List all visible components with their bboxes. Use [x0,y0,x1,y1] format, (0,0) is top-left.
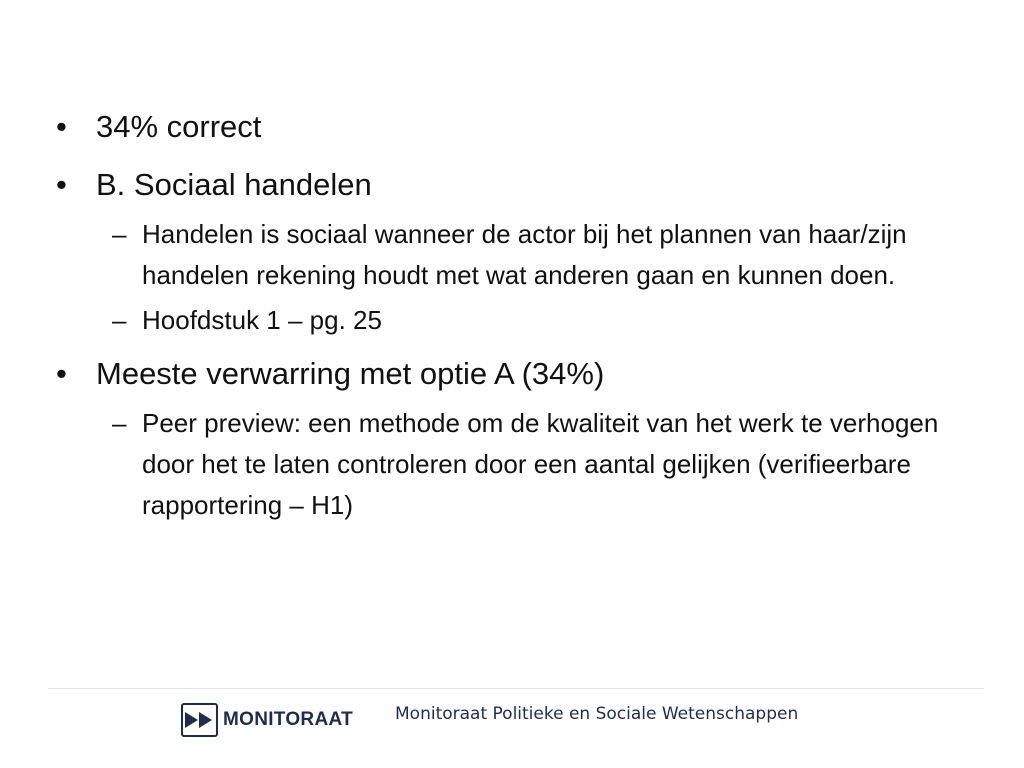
bullet-marker: • [56,167,67,202]
monitoraat-logo [181,702,353,738]
double-play-icon-graphic [183,710,215,730]
bullet-item [56,104,956,150]
double-play-icon [181,703,218,737]
sub-bullet-item [56,403,956,526]
footer-caption: Monitoraat Politieke en Sociale Wetenschappen [395,704,799,724]
sub-bullet-text: Hoofdstuk 1 – pg. 25 [142,305,382,335]
bullet-item [56,351,956,397]
sub-bullet-marker: – [112,305,127,335]
bullet-text: Meeste verwarring met optie A (34%) [96,356,605,391]
sub-bullet-text: Peer preview: een methode om de kwaliteit van het werk te verhogen door het te laten controleren door een aantal gelijken (verifieerbare rapportering – H1) [142,408,939,520]
sub-bullet-item [56,300,956,341]
sub-bullet-marker: – [112,408,127,438]
footer-divider [48,688,984,689]
sub-bullet-item [56,214,956,296]
sub-bullet-marker: – [112,219,127,249]
sub-bullet-text: Handelen is sociaal wanneer de actor bij het plannen van haar/zijn handelen rekening houdt met wat anderen gaan en kunnen doen. [142,219,907,290]
bullet-marker: • [56,109,67,144]
bullet-item [56,162,956,208]
logo-wordmark: MONITORAAT [222,709,353,730]
bullet-marker: • [56,356,67,391]
bullet-text: 34% correct [96,109,262,144]
bullet-text: B. Sociaal handelen [96,167,372,202]
bullet-list [56,104,956,536]
